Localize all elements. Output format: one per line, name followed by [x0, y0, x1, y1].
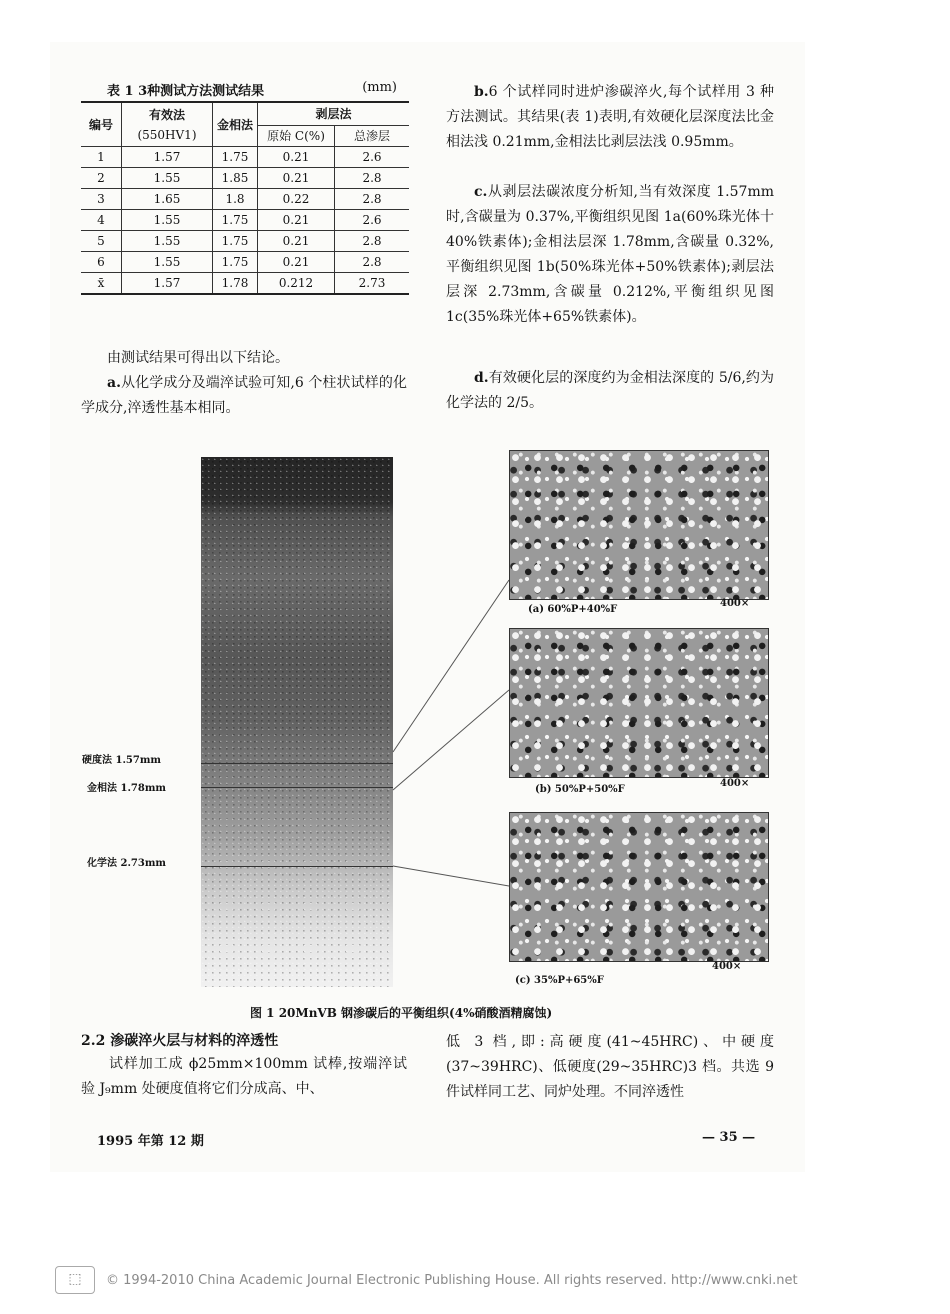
- subcaption-b: (b) 50%P+50%F: [535, 784, 625, 795]
- item-a-lead: a.: [107, 375, 121, 391]
- figure-caption: 图 1 20MnVB 钢渗碳后的平衡组织(4%硝酸酒精腐蚀): [250, 1006, 553, 1020]
- item-b-lead: b.: [474, 84, 489, 100]
- page-number: — 35 —: [702, 1130, 756, 1145]
- subcaption-a: (a) 60%P+40%F: [528, 604, 618, 615]
- cell: 2.8: [335, 251, 410, 272]
- cell: 1.75: [213, 146, 258, 167]
- cell: 6: [81, 251, 122, 272]
- micrograph-c: [509, 812, 769, 962]
- cell: 0.21: [258, 146, 335, 167]
- table-caption-text: 表 1 3种测试方法测试结果: [107, 84, 265, 99]
- cell: 1.55: [122, 251, 213, 272]
- header-stripping: 剥层法: [258, 102, 410, 125]
- cell: 4: [81, 209, 122, 230]
- header-effective: 有效法: [122, 102, 213, 125]
- section-right-paragraph: 低 3 档,即:高硬度(41~45HRC)、中硬度(37~39HRC)、低硬度(29~35HRC)3 档。共选 9 件试样同工艺、同炉处理。不同淬透性: [446, 1034, 774, 1100]
- cell: 2.8: [335, 167, 410, 188]
- label-metallographic-depth: 金相法 1.78mm: [87, 783, 166, 794]
- micrograph-b: [509, 628, 769, 778]
- cell: 1: [81, 146, 122, 167]
- cell: 1.75: [213, 230, 258, 251]
- item-a-text: 从化学成分及端淬试验可知,6 个柱状试样的化学成分,淬透性基本相同。: [81, 375, 407, 416]
- cell: 0.212: [258, 272, 335, 294]
- cell: 2.8: [335, 230, 410, 251]
- cell: 0.21: [258, 167, 335, 188]
- label-hardness-depth: 硬度法 1.57mm: [82, 755, 161, 766]
- cell: 0.22: [258, 188, 335, 209]
- header-effective-sub: (550HV1): [122, 125, 213, 146]
- cell: 1.57: [122, 272, 213, 294]
- magnification-b: 400×: [720, 778, 750, 789]
- cell: 1.55: [122, 167, 213, 188]
- cell: 3: [81, 188, 122, 209]
- item-d-lead: d.: [474, 370, 489, 386]
- magnification-c: 400×: [712, 961, 742, 972]
- item-c-lead: c.: [474, 184, 488, 200]
- cell: 1.75: [213, 251, 258, 272]
- cell: 1.85: [213, 167, 258, 188]
- header-carbon: 原始 C(%): [258, 125, 335, 146]
- table-unit: (mm): [362, 80, 397, 95]
- micrograph-a: [509, 450, 769, 600]
- issue-number: 1995 年第 12 期: [97, 1134, 204, 1149]
- header-metallographic: 金相法: [213, 102, 258, 146]
- item-c-text: 从剥层法碳浓度分析知,当有效深度 1.57mm 时,含碳量为 0.37%,平衡组织见图 1a(60%珠光体十 40%铁素体);金相法层深 1.78mm,含碳量 0.32%,平衡组织见图 1b(50%珠光体+50%铁素体);剥层法层深 2.73mm,含碳量 0.212%,平衡组织见图 1c(35%珠光体+65%铁素体)。: [446, 184, 774, 325]
- label-chemical-depth: 化学法 2.73mm: [87, 858, 166, 869]
- header-total: 总渗层: [335, 125, 410, 146]
- cell: 1.57: [122, 146, 213, 167]
- item-d-text: 有效硬化层的深度约为金相法深度的 5/6,约为化学法的 2/5。: [446, 370, 774, 411]
- cell: 2.6: [335, 146, 410, 167]
- cell: 0.21: [258, 230, 335, 251]
- cell: 2.8: [335, 188, 410, 209]
- cnki-logo-icon: ⬚: [55, 1266, 95, 1294]
- magnification-a: 400×: [720, 598, 750, 609]
- subcaption-c: (c) 35%P+65%F: [515, 975, 604, 986]
- copyright-notice: © 1994-2010 China Academic Journal Electronic Publishing House. All rights reserved. http://www.cnki.net: [106, 1273, 798, 1288]
- cell: 1.8: [213, 188, 258, 209]
- cell: 1.55: [122, 209, 213, 230]
- cell: x̄: [81, 272, 122, 294]
- cell: 2: [81, 167, 122, 188]
- section-left-paragraph: 试样加工成 ϕ25mm×100mm 试棒,按端淬试验 J₉mm 处硬度值将它们分成高、中、: [81, 1056, 407, 1097]
- cell: 0.21: [258, 209, 335, 230]
- item-b-text: 6 个试样同时进炉渗碳淬火,每个试样用 3 种方法测试。其结果(表 1)表明,有效硬化层深度法比金相法浅 0.21mm,金相法比剥层法浅 0.95mm。: [446, 84, 774, 150]
- cell: 1.65: [122, 188, 213, 209]
- header-id: 编号: [81, 102, 122, 146]
- cell: 5: [81, 230, 122, 251]
- cell: 0.21: [258, 251, 335, 272]
- cell: 2.73: [335, 272, 410, 294]
- conclusion-intro: 由测试结果可得出以下结论。: [107, 350, 289, 366]
- cell: 1.75: [213, 209, 258, 230]
- cell: 1.78: [213, 272, 258, 294]
- section-heading: 2.2 渗碳淬火层与材料的淬透性: [81, 1033, 279, 1049]
- cell: 1.55: [122, 230, 213, 251]
- cell: 2.6: [335, 209, 410, 230]
